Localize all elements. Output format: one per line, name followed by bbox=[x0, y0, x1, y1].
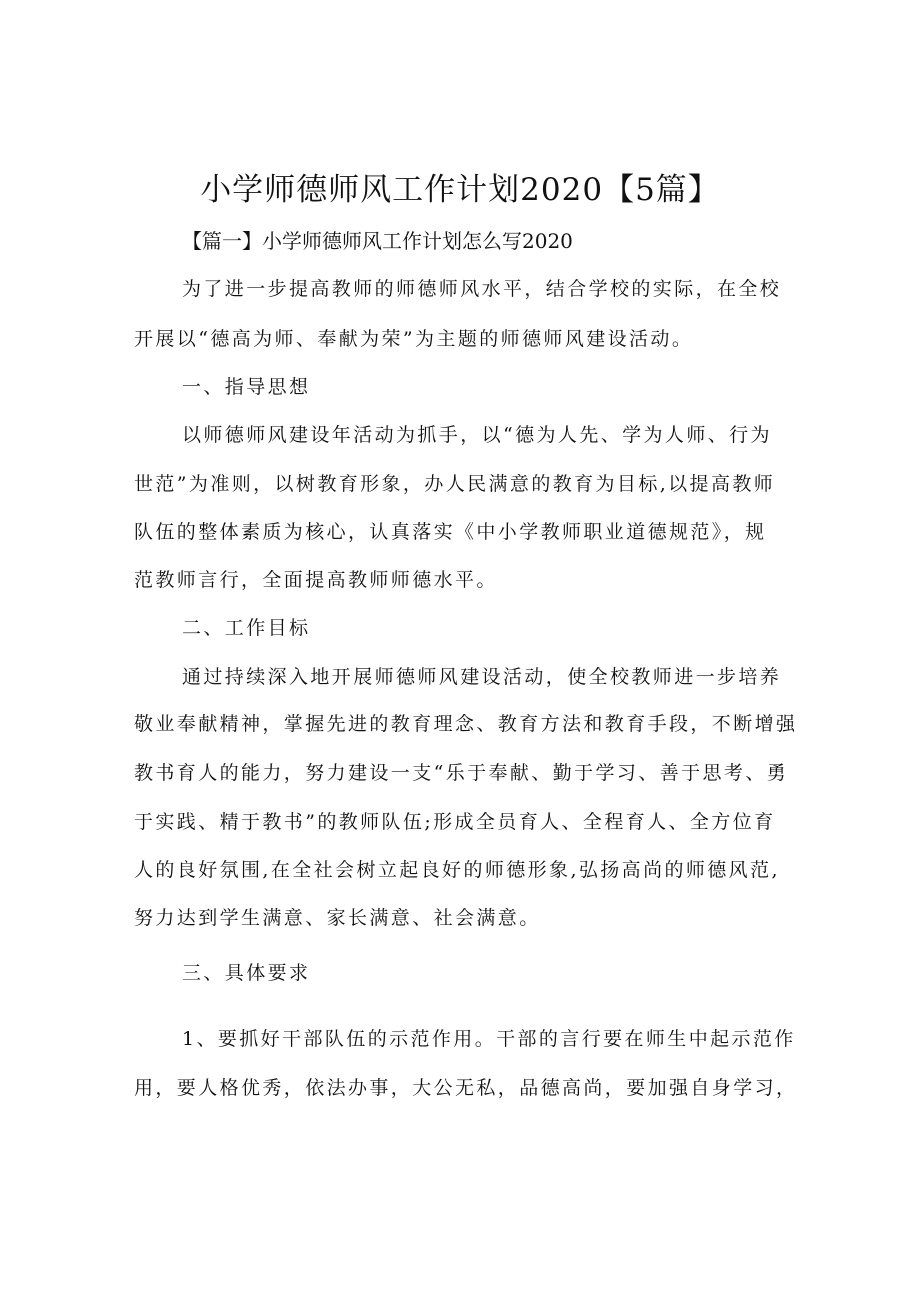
paragraph-line: 队伍的整体素质为核心，认真落实《中小学教师职业道德规范》，规 bbox=[134, 521, 767, 543]
section-heading-specific-requirements: 三、具体要求 bbox=[182, 962, 311, 984]
paragraph-line: 教书育人的能力，努力建设一支“乐于奉献、勤于学习、善于思考、勇 bbox=[134, 762, 789, 784]
paragraph-line: 于实践、精于教书”的教师队伍;形成全员育人、全程育人、全方位育 bbox=[134, 811, 776, 833]
section-subtitle: 【篇一】小学师德师风工作计划怎么写2020 bbox=[182, 229, 573, 253]
paragraph-line: 敬业奉献精神，掌握先进的教育理念、教育方法和教育手段，不断增强 bbox=[134, 713, 798, 735]
paragraph-line: 以师德师风建设年活动为抓手，以“德为人先、学为人师、行为 bbox=[182, 424, 772, 446]
section-heading-work-goals: 二、工作目标 bbox=[182, 617, 311, 639]
paragraph-line: 开展以“德高为师、奉献为荣”为主题的师德师风建设活动。 bbox=[134, 328, 694, 350]
section-heading-guiding-thought: 一、指导思想 bbox=[182, 376, 311, 398]
document-title: 小学师德师风工作计划2020【5篇】 bbox=[200, 172, 720, 208]
paragraph-line: 努力达到学生满意、家长满意、社会满意。 bbox=[134, 907, 541, 929]
paragraph-line: 1、要抓好干部队伍的示范作用。干部的言行要在师生中起示范作 bbox=[182, 1028, 796, 1050]
paragraph-line: 为了进一步提高教师的师德师风水平，结合学校的实际，在全校 bbox=[182, 278, 782, 300]
paragraph-line: 用，要人格优秀，依法办事，大公无私，品德高尚，要加强自身学习， bbox=[134, 1077, 798, 1099]
paragraph-line: 通过持续深入地开展师德师风建设活动，使全校教师进一步培养 bbox=[182, 666, 782, 688]
paragraph-line: 范教师言行，全面提高教师师德水平。 bbox=[134, 569, 498, 591]
paragraph-line: 人的良好氛围,在全社会树立起良好的师德形象,弘扬高尚的师德风范, bbox=[134, 859, 780, 881]
paragraph-line: 世范”为准则，以树教育形象，办人民满意的教育为目标,以提高教师 bbox=[134, 473, 776, 495]
